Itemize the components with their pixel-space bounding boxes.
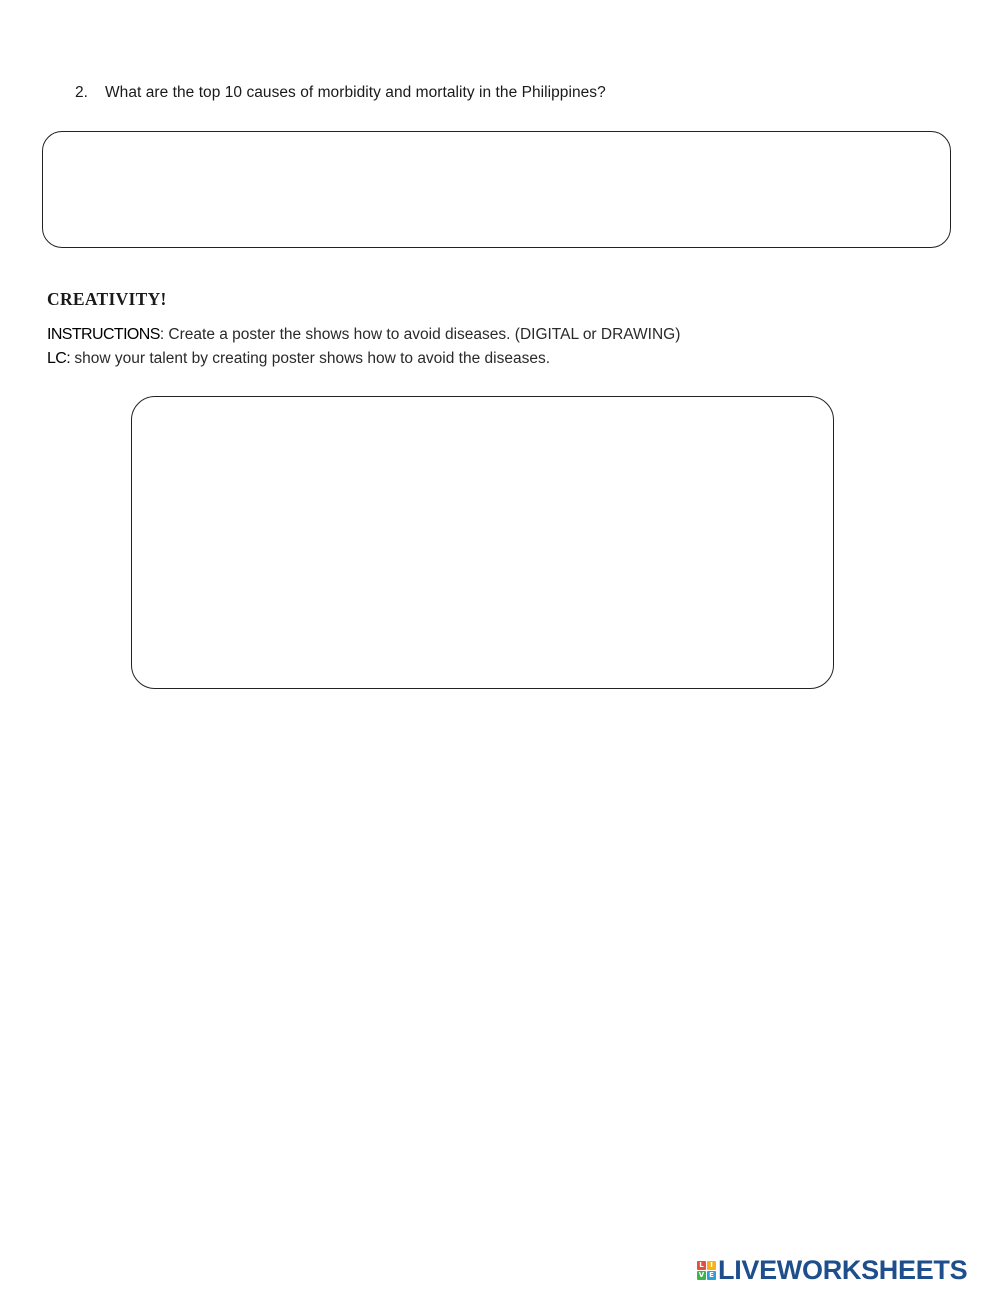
logo-tile: L (697, 1261, 706, 1270)
question-number: 2. (75, 84, 89, 101)
instructions-text: : Create a poster the shows how to avoid diseases. (DIGITAL or DRAWING) (159, 326, 681, 343)
poster-box[interactable] (131, 396, 834, 689)
live-tiles-icon (697, 1261, 716, 1280)
answer-box-question-2[interactable] (42, 131, 951, 248)
liveworksheets-logo (697, 1256, 967, 1284)
section-title: CREATIVITY! (47, 289, 167, 309)
instructions-line (47, 326, 680, 344)
lc-label: LC: (47, 350, 71, 367)
lc-text: show your talent by creating poster shows how to avoid the diseases. (70, 350, 551, 367)
question-text: What are the top 10 causes of morbidity and mortality in the Philippines? (105, 84, 606, 101)
question-2 (75, 84, 606, 102)
logo-tile: E (707, 1271, 716, 1280)
instructions-label: INSTRUCTIONS (47, 326, 160, 343)
logo-tile: V (698, 1270, 705, 1279)
logo-text: LIVEWORKSHEETS (718, 1255, 968, 1285)
logo-tile: I (707, 1261, 716, 1270)
lc-line (47, 350, 550, 368)
